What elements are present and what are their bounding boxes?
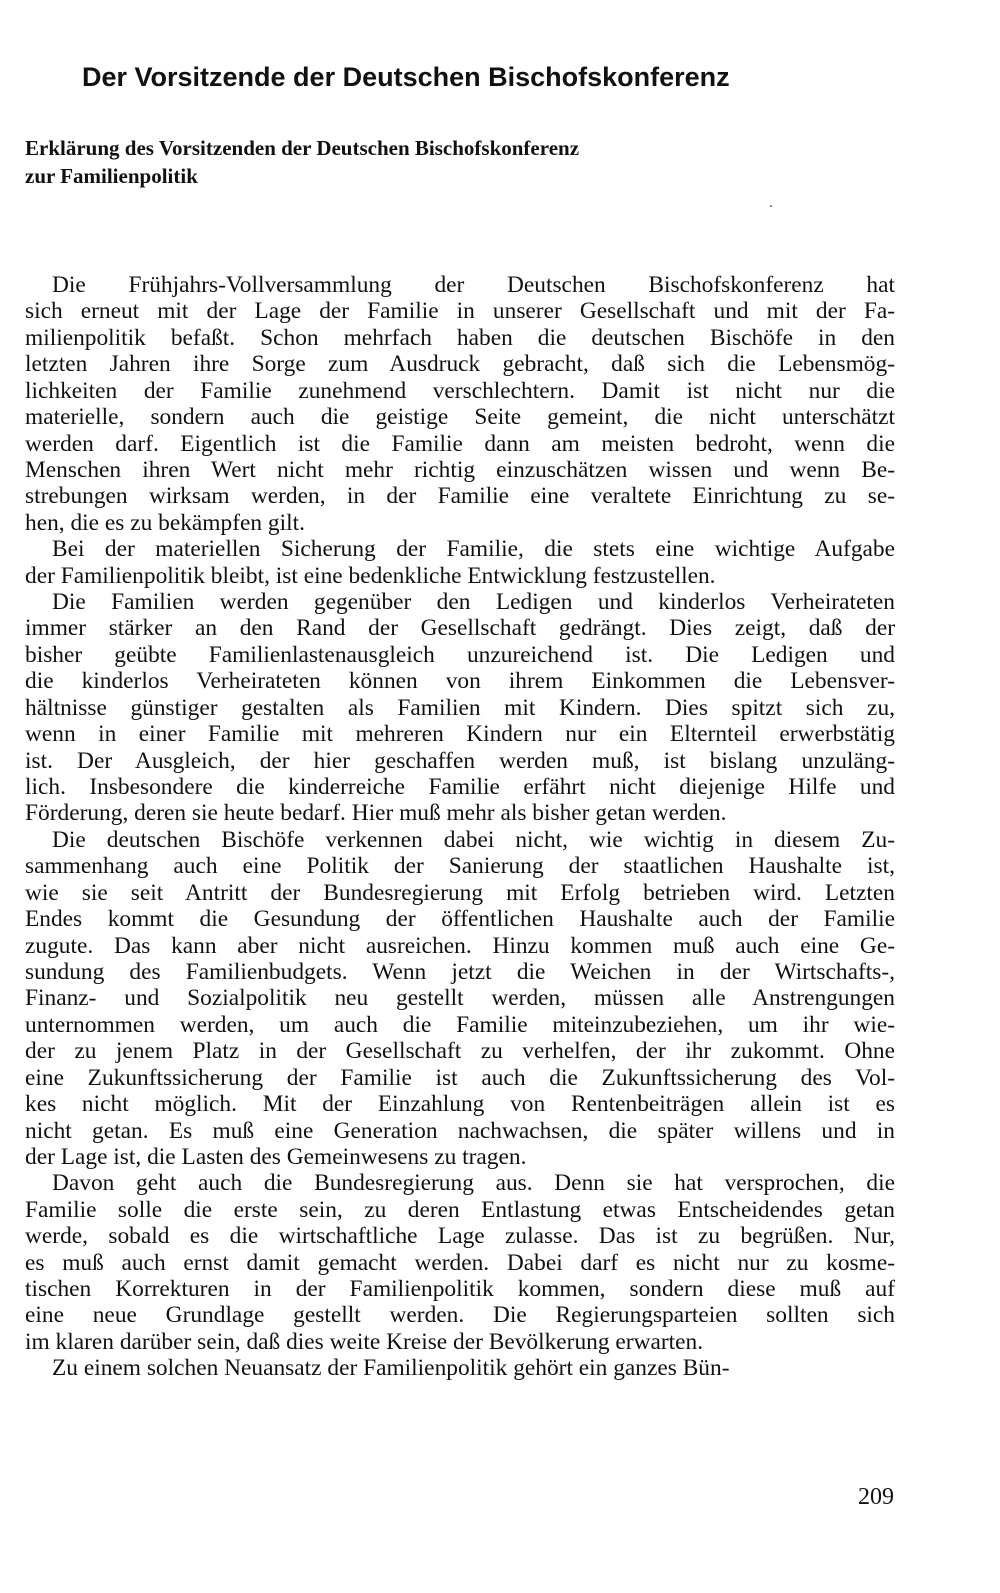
text-line: wenn in einer Familie mit mehreren Kindern nur ein Elternteil erwerbstätig [25,721,895,748]
text-line: eine neue Grundlage gestellt werden. Die Regierungsparteien sollten sich [25,1302,895,1329]
text-line: zugute. Das kann aber nicht ausreichen. Hinzu kommen muß auch eine Ge- [25,932,895,959]
text-line: immer stärker an den Rand der Gesellschaft gedrängt. Dies zeigt, daß der [25,615,895,642]
text-line: Menschen ihren Wert nicht mehr richtig einzuschätzen wissen und wenn Be- [25,456,895,483]
text-line: sich erneut mit der Lage der Familie in unserer Gesellschaft und mit der Fa- [25,298,895,325]
text-line: Davon geht auch die Bundesregierung aus. Denn sie hat versprochen, die [52,1170,895,1197]
body-text [25,272,895,1382]
text-line: materielle, sondern auch die geistige Seite gemeint, die nicht unterschätzt [25,404,895,431]
page-number: 209 [858,1484,894,1510]
text-line: Familie solle die erste sein, zu deren Entlastung etwas Entscheidendes getan [25,1196,895,1223]
text-line: Bei der materiellen Sicherung der Familie, die stets eine wichtige Aufgabe [52,536,895,563]
text-line: der Familienpolitik bleibt, ist eine bedenkliche Entwicklung festzustellen. [25,562,716,589]
text-line: bisher geübte Familienlastenausgleich unzureichend ist. Die Ledigen und [25,641,895,668]
heading-line: zur Familienpolitik [25,164,198,188]
text-line: nicht getan. Es muß eine Generation nachwachsen, die später willens und in [25,1117,895,1144]
text-line: Endes kommt die Gesundung der öffentlichen Haushalte auch der Familie [25,906,895,933]
text-line: im klaren darüber sein, daß dies weite Kreise der Bevölkerung erwarten. [25,1328,704,1355]
text-line: Die Frühjahrs-Vollversammlung der Deutschen Bischofskonferenz hat [52,272,895,298]
text-line: wie sie seit Antritt der Bundesregierung mit Erfolg betrieben wird. Letzten [25,879,895,906]
text-line: Die Familien werden gegenüber den Ledigen und kinderlos Verheirateten [52,589,895,616]
text-line: milienpolitik befaßt. Schon mehrfach haben die deutschen Bischöfe in den [25,324,895,351]
text-line: lich. Insbesondere die kinderreiche Familie erfährt nicht diejenige Hilfe und [25,774,895,801]
text-line: es muß auch ernst damit gemacht werden. Dabei darf es nicht nur zu kosme- [25,1249,895,1276]
text-line: Förderung, deren sie heute bedarf. Hier muß mehr als bisher getan werden. [25,800,727,827]
text-line: unternommen werden, um auch die Familie miteinzubeziehen, um ihr wie- [25,1011,895,1038]
text-line: werden darf. Eigentlich ist die Familie dann am meisten bedroht, wenn die [25,430,895,457]
scan-speck [770,205,772,207]
text-line: werde, sobald es die wirtschaftliche Lage zulasse. Das ist zu begrüßen. Nur, [25,1223,895,1250]
text-line: sammenhang auch eine Politik der Sanierung der staatlichen Haushalte ist, [25,853,895,880]
text-line: eine Zukunftssicherung der Familie ist auch die Zukunftssicherung des Vol- [25,1064,895,1091]
text-line: tischen Korrekturen in der Familienpolitik kommen, sondern diese muß auf [25,1276,895,1303]
page-header: Der Vorsitzende der Deutschen Bischofskonferenz [82,62,730,92]
text-line: hen, die es zu bekämpfen gilt. [25,509,305,536]
text-line: die kinderlos Verheirateten können von ihrem Einkommen die Lebensver- [25,668,895,695]
text-line: kes nicht möglich. Mit der Einzahlung von Rentenbeiträgen allein ist es [25,1091,895,1118]
text-line: ist. Der Ausgleich, der hier geschaffen werden muß, ist bislang unzuläng- [25,747,895,774]
text-line: der zu jenem Platz in der Gesellschaft zu verhelfen, der ihr zukommt. Ohne [25,1038,895,1065]
document-heading [25,134,785,190]
text-line: Zu einem solchen Neuansatz der Familienpolitik gehört ein ganzes Bün- [52,1355,730,1382]
text-line: lichkeiten der Familie zunehmend verschlechtern. Damit ist nicht nur die [25,377,895,404]
text-line: Finanz- und Sozialpolitik neu gestellt werden, müssen alle Anstrengungen [25,985,895,1012]
text-line: hältnisse günstiger gestalten als Familien mit Kindern. Dies spitzt sich zu, [25,694,895,721]
text-line: sundung des Familienbudgets. Wenn jetzt die Weichen in der Wirtschafts-, [25,958,895,985]
text-line: strebungen wirksam werden, in der Familie eine veraltete Einrichtung zu se- [25,483,895,510]
text-line: letzten Jahren ihre Sorge zum Ausdruck gebracht, daß sich die Lebensmög- [25,351,895,378]
heading-line: Erklärung des Vorsitzenden der Deutschen Bischofskonferenz [25,136,580,160]
text-line: Die deutschen Bischöfe verkennen dabei nicht, wie wichtig in diesem Zu- [52,826,895,853]
text-line: der Lage ist, die Lasten des Gemeinwesens zu tragen. [25,1143,527,1170]
